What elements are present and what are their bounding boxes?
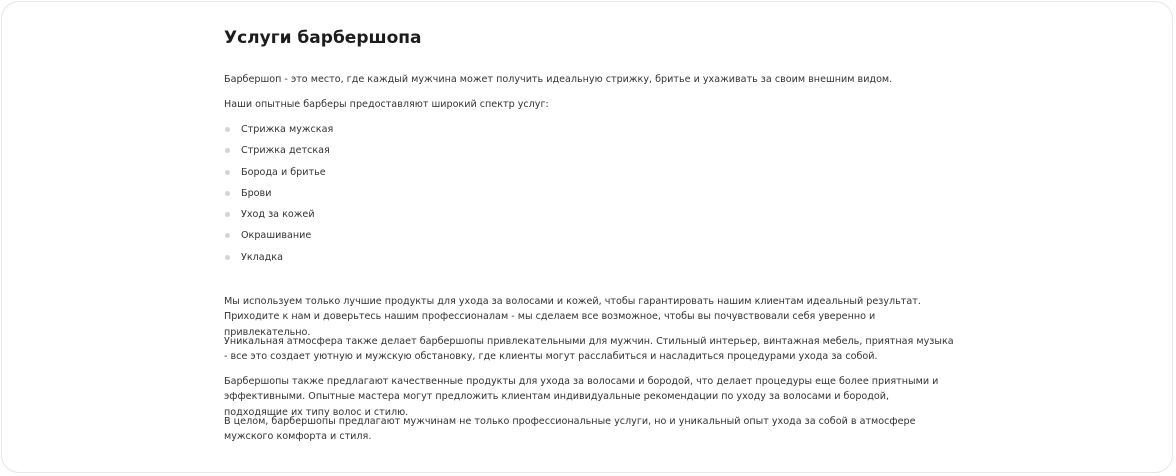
services-lead: Наши опытные барберы предоставляют широкий спектр услуг: xyxy=(224,99,549,110)
bullet-icon xyxy=(225,255,230,260)
bullet-icon xyxy=(225,127,230,132)
list-item: Брови xyxy=(224,183,333,204)
list-item: Укладка xyxy=(224,247,333,268)
bullet-icon xyxy=(225,191,230,196)
page-title: Услуги барбершопа xyxy=(224,28,422,48)
paragraph-conclusion: В целом, барбершопы предлагают мужчинам не только профессиональные услуги, но и уникальный опыт ухода за собой в атмосфере мужского комфорта и стиля. xyxy=(224,416,916,443)
services-list xyxy=(224,119,333,268)
paragraph-products: Мы используем только лучшие продукты для ухода за волосами и кожей, чтобы гарантировать нашим клиентам идеальный результат. Приходите к нам и доверьтесь нашим профессионалам - мы сделаем все возможное, чтобы вы почувствовали себя уверенно и привлекательно. xyxy=(224,296,921,338)
list-item: Стрижка детская xyxy=(224,140,333,161)
paragraph-atmosphere: Уникальная атмосфера также делает барбершопы привлекательными для мужчин. Стильный интерьер, винтажная мебель, приятная музыка - все это создает уютную и мужскую обстановку, где клиенты могут расслабиться и насладиться процедурами ухода за собой. xyxy=(224,336,954,363)
list-item: Борода и бритье xyxy=(224,162,333,183)
bullet-icon xyxy=(225,233,230,238)
bullet-icon xyxy=(225,148,230,153)
list-item: Уход за кожей xyxy=(224,204,333,225)
bullet-icon xyxy=(225,170,230,175)
bullet-icon xyxy=(225,212,230,217)
paragraph-beard-products: Барбершопы также предлагают качественные продукты для ухода за волосами и бородой, что делает процедуры еще более приятными и эффективными. Опытные мастера могут предложить клиентам индивидуальные рекомендации по уходу за волосами и бородой, подходящие их типу волос и стилю. xyxy=(224,376,939,418)
list-item: Стрижка мужская xyxy=(224,119,333,140)
content-card xyxy=(1,1,1173,473)
list-item: Окрашивание xyxy=(224,225,333,246)
intro-paragraph: Барбершоп - это место, где каждый мужчина может получить идеальную стрижку, бритье и ухаживать за своим внешним видом. xyxy=(224,74,893,85)
